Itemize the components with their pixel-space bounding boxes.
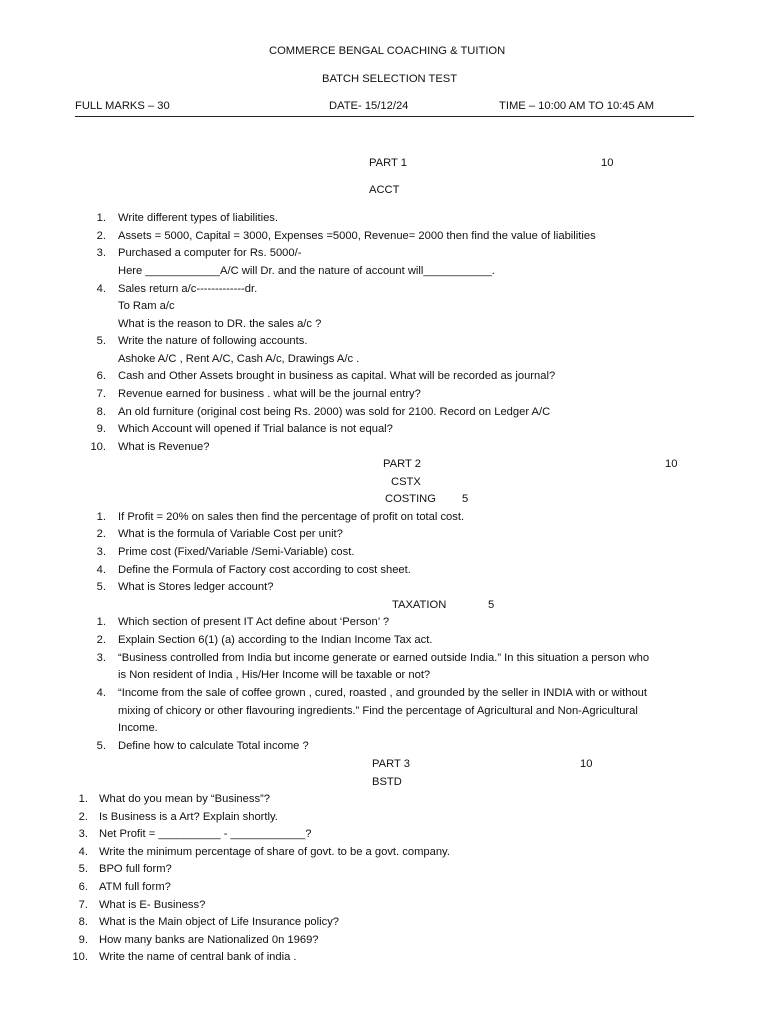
school-name: COMMERCE BENGAL COACHING & TUITION <box>269 45 506 57</box>
question-number: 2. <box>96 528 106 540</box>
question-number: 8. <box>96 406 106 418</box>
question-number: 7. <box>96 388 106 400</box>
costing-marks: 5 <box>462 493 469 505</box>
question-number: 1. <box>96 511 106 523</box>
header-divider <box>75 116 694 117</box>
question-text: An old furniture (original cost being Rs. 2000) was sold for 2100. Record on Ledger A/C <box>118 406 551 418</box>
question-text: Write the nature of following accounts. <box>118 335 308 347</box>
part2-marks: 10 <box>665 458 678 470</box>
question-text: Write the minimum percentage of share of govt. to be a govt. company. <box>99 846 450 858</box>
question-number: 6. <box>78 881 88 893</box>
question-text: Ashoke A/C , Rent A/C, Cash A/c, Drawings A/c . <box>118 353 360 365</box>
question-text: Sales return a/c-------------dr. <box>118 283 258 295</box>
question-text: How many banks are Nationalized 0n 1969? <box>99 934 319 946</box>
question-text: Define the Formula of Factory cost according to cost sheet. <box>118 564 411 576</box>
question-text: “Income from the sale of coffee grown , cured, roasted , and grounded by the seller in INDIA with or without <box>118 687 647 699</box>
question-text: BPO full form? <box>99 863 172 875</box>
question-number: 7. <box>78 899 88 911</box>
question-number: 4. <box>78 846 88 858</box>
question-text: Assets = 5000, Capital = 3000, Expenses =5000, Revenue= 2000 then find the value of liabilities <box>118 230 596 242</box>
question-number: 5. <box>96 740 106 752</box>
question-text: What is the reason to DR. the sales a/c ? <box>118 318 322 330</box>
question-number: 1. <box>96 212 106 224</box>
question-number: 10. <box>90 441 106 453</box>
question-number: 5. <box>96 581 106 593</box>
exam-time: TIME – 10:00 AM TO 10:45 AM <box>499 100 655 112</box>
question-number: 4. <box>96 283 106 295</box>
question-text: is Non resident of India , His/Her Income will be taxable or not? <box>118 669 431 681</box>
question-number: 8. <box>78 916 88 928</box>
question-text: “Business controlled from India but income generate or earned outside India.” In this situation a person who <box>118 652 650 664</box>
question-text: Here ____________A/C will Dr. and the nature of account will___________. <box>118 265 495 277</box>
part1-title: PART 1 <box>369 157 407 169</box>
question-number: 2. <box>96 634 106 646</box>
question-text: What is the formula of Variable Cost per unit? <box>118 528 343 540</box>
test-title: BATCH SELECTION TEST <box>322 73 458 85</box>
part3-subject: BSTD <box>372 776 402 788</box>
part1-subject: ACCT <box>369 184 400 196</box>
question-number: 1. <box>96 616 106 628</box>
question-text: Write different types of liabilities. <box>118 212 279 224</box>
question-number: 2. <box>78 811 88 823</box>
exam-date: DATE- 15/12/24 <box>329 100 409 112</box>
question-text: Income. <box>118 722 158 734</box>
question-number: 5. <box>78 863 88 875</box>
full-marks: FULL MARKS – 30 <box>75 100 170 112</box>
question-text: Is Business is a Art? Explain shortly. <box>99 811 278 823</box>
question-text: What is E- Business? <box>99 899 206 911</box>
question-number: 5. <box>96 335 106 347</box>
taxation-title: TAXATION <box>392 599 447 611</box>
taxation-marks: 5 <box>488 599 495 611</box>
question-number: 2. <box>96 230 106 242</box>
part3-marks: 10 <box>580 758 593 770</box>
question-number: 3. <box>96 546 106 558</box>
question-text: Cash and Other Assets brought in business as capital. What will be recorded as journal? <box>118 370 556 382</box>
question-number: 9. <box>96 423 106 435</box>
question-number: 3. <box>96 652 106 664</box>
part3-title: PART 3 <box>372 758 410 770</box>
part2-subject: CSTX <box>391 476 421 488</box>
question-number: 9. <box>78 934 88 946</box>
question-text: If Profit = 20% on sales then find the percentage of profit on total cost. <box>118 511 465 523</box>
question-text: What do you mean by “Business”? <box>99 793 271 805</box>
question-text: To Ram a/c <box>118 300 175 312</box>
question-text: ATM full form? <box>99 881 171 893</box>
question-number: 4. <box>96 564 106 576</box>
question-text: Purchased a computer for Rs. 5000/- <box>118 247 302 259</box>
question-text: What is the Main object of Life Insurance policy? <box>99 916 340 928</box>
question-number: 3. <box>96 247 106 259</box>
question-text: Write the name of central bank of india . <box>99 951 297 963</box>
question-text: Which section of present IT Act define about ‘Person’ ? <box>118 616 390 628</box>
question-text: Define how to calculate Total income ? <box>118 740 309 752</box>
part1-marks: 10 <box>601 157 614 169</box>
costing-title: COSTING <box>385 493 436 505</box>
question-number: 3. <box>78 828 88 840</box>
question-text: mixing of chicory or other flavouring ingredients.” Find the percentage of Agricultural and Non-Agricultural <box>118 705 638 717</box>
question-number: 4. <box>96 687 106 699</box>
question-text: Which Account will opened if Trial balance is not equal? <box>118 423 393 435</box>
question-text: Explain Section 6(1) (a) according to the Indian Income Tax act. <box>118 634 433 646</box>
question-text: What is Stores ledger account? <box>118 581 274 593</box>
question-text: Revenue earned for business . what will be the journal entry? <box>118 388 421 400</box>
question-text: Net Profit = __________ - ____________? <box>99 828 312 840</box>
question-number: 6. <box>96 370 106 382</box>
part2-title: PART 2 <box>383 458 421 470</box>
question-number: 10. <box>72 951 88 963</box>
question-text: What is Revenue? <box>118 441 210 453</box>
question-text: Prime cost (Fixed/Variable /Semi-Variable) cost. <box>118 546 355 558</box>
question-number: 1. <box>78 793 88 805</box>
